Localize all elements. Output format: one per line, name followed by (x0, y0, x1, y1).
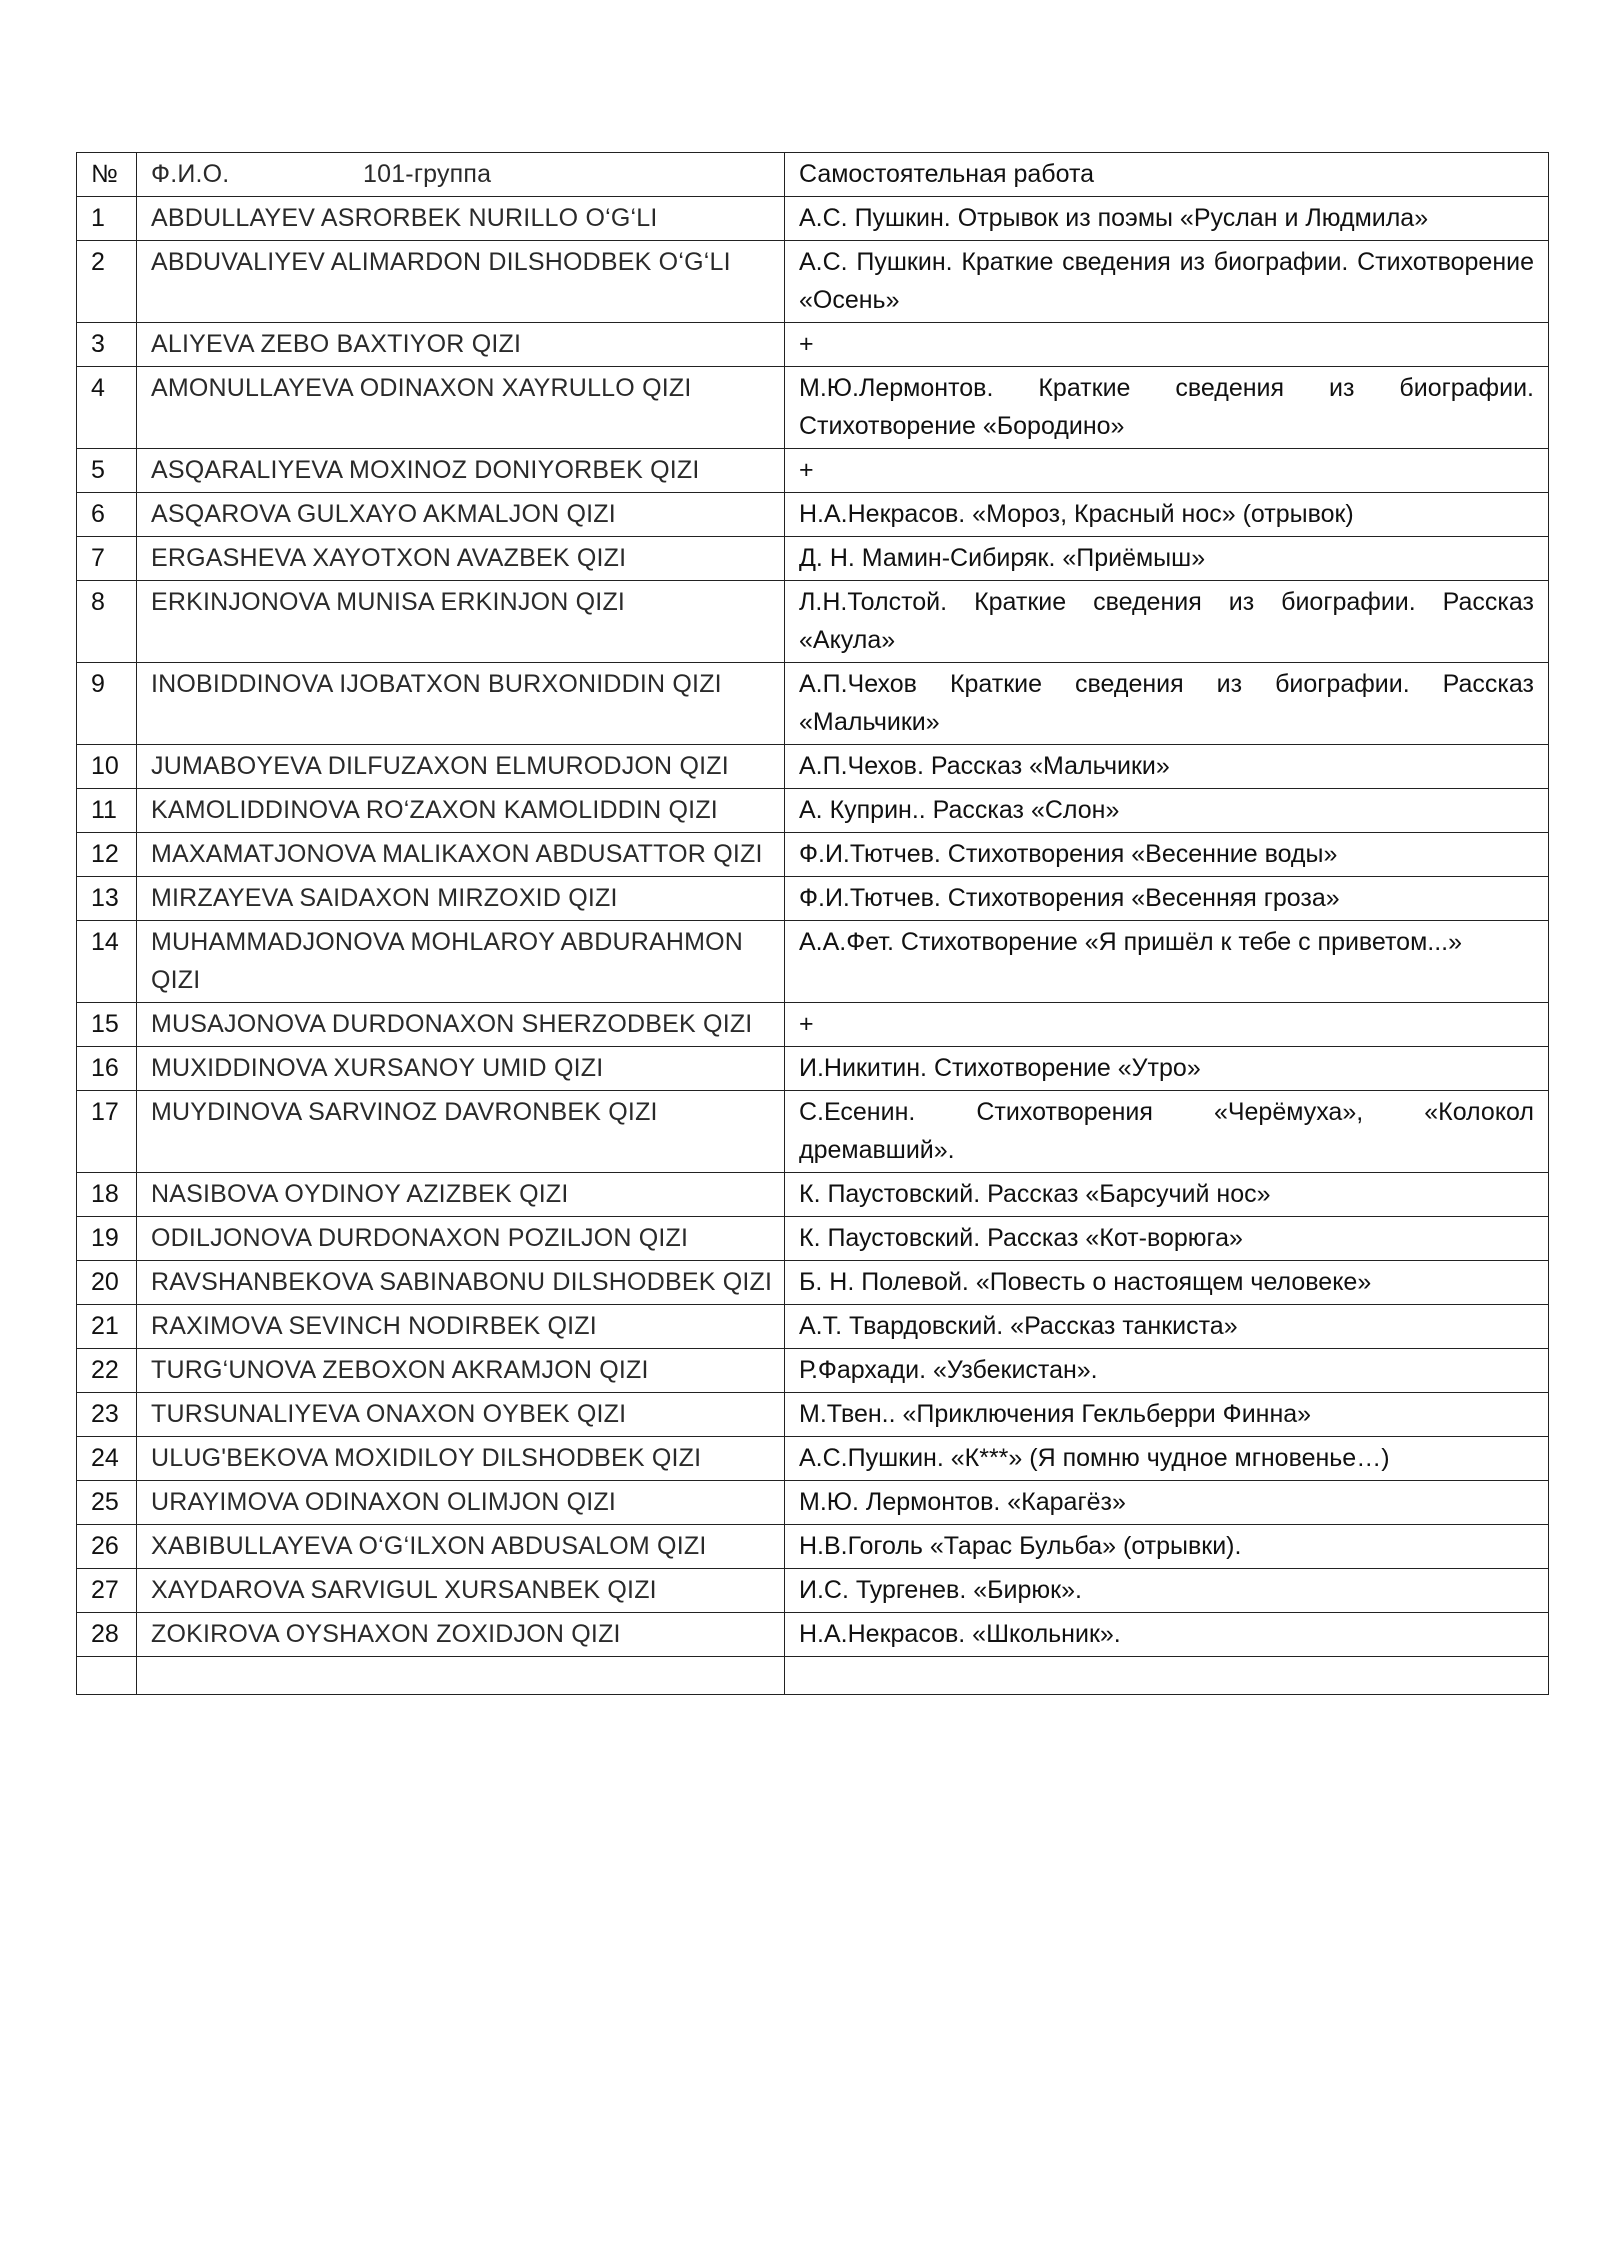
assignment-text: М.Ю. Лермонтов. «Карагёз» (785, 1481, 1549, 1525)
student-name: RAXIMOVA SEVINCH NODIRBEK QIZI (137, 1305, 785, 1349)
assignment-text: А.С. Пушкин. Отрывок из поэмы «Руслан и Людмила» (785, 197, 1549, 241)
row-number: 18 (77, 1173, 137, 1217)
student-name: MUSAJONOVA DURDONAXON SHERZODBEK QIZI (137, 1003, 785, 1047)
row-number: 6 (77, 493, 137, 537)
assignment-text: С.Есенин. Стихотворения «Черёмуха», «Колокол дремавший». (785, 1091, 1549, 1173)
row-number: 26 (77, 1525, 137, 1569)
table-row (77, 1047, 1549, 1091)
table-row (77, 1613, 1549, 1657)
assignment-text: М.Ю.Лермонтов. Краткие сведения из биографии. Стихотворение «Бородино» (785, 367, 1549, 449)
empty-row (77, 1657, 1549, 1695)
student-name: ASQAROVA GULXAYO AKMALJON QIZI (137, 493, 785, 537)
row-number: 13 (77, 877, 137, 921)
student-assignments-table (76, 152, 1549, 1695)
student-name: KAMOLIDDINOVA RO‘ZAXON KAMOLIDDIN QIZI (137, 789, 785, 833)
table-header-row (77, 153, 1549, 197)
table-row (77, 1481, 1549, 1525)
student-name: ABDUVALIYEV ALIMARDON DILSHODBEK O‘G‘LI (137, 241, 785, 323)
header-group: 101-группа (363, 160, 492, 188)
row-number: 19 (77, 1217, 137, 1261)
table-row (77, 581, 1549, 663)
student-name: XABIBULLAYEVA O‘G‘ILXON ABDUSALOM QIZI (137, 1525, 785, 1569)
table-row (77, 1261, 1549, 1305)
table-row (77, 449, 1549, 493)
row-number: 28 (77, 1613, 137, 1657)
row-number: 4 (77, 367, 137, 449)
table-row (77, 493, 1549, 537)
student-name: MUYDINOVA SARVINOZ DAVRONBEK QIZI (137, 1091, 785, 1173)
student-name: ABDULLAYEV ASRORBEK NURILLO O‘G‘LI (137, 197, 785, 241)
table-row (77, 197, 1549, 241)
assignment-text: + (785, 1003, 1549, 1047)
row-number: 25 (77, 1481, 137, 1525)
header-fio: Ф.И.О. (151, 160, 230, 188)
assignment-text: А.С.Пушкин. «К***» (Я помню чудное мгновенье…) (785, 1437, 1549, 1481)
assignment-text: Р.Фархади. «Узбекистан». (785, 1349, 1549, 1393)
student-name: ODILJONOVA DURDONAXON POZILJON QIZI (137, 1217, 785, 1261)
student-name: JUMABOYEVA DILFUZAXON ELMURODJON QIZI (137, 745, 785, 789)
table-row (77, 1393, 1549, 1437)
row-number: 10 (77, 745, 137, 789)
table-row (77, 1217, 1549, 1261)
student-name: URAYIMOVA ODINAXON OLIMJON QIZI (137, 1481, 785, 1525)
row-number: 23 (77, 1393, 137, 1437)
assignment-text: Б. Н. Полевой. «Повесть о настоящем человеке» (785, 1261, 1549, 1305)
assignment-text: А.П.Чехов. Рассказ «Мальчики» (785, 745, 1549, 789)
assignment-text: Л.Н.Толстой. Краткие сведения из биографии. Рассказ «Акула» (785, 581, 1549, 663)
student-name: ERGASHEVA XAYOTXON AVAZBEK QIZI (137, 537, 785, 581)
assignment-text: А.А.Фет. Стихотворение «Я пришёл к тебе с приветом...» (785, 921, 1549, 1003)
table-row (77, 1003, 1549, 1047)
student-name: NASIBOVA OYDINOY AZIZBEK QIZI (137, 1173, 785, 1217)
table-row (77, 789, 1549, 833)
row-number: 9 (77, 663, 137, 745)
student-name: ASQARALIYEVA MOXINOZ DONIYORBEK QIZI (137, 449, 785, 493)
row-number: 16 (77, 1047, 137, 1091)
table-row (77, 663, 1549, 745)
row-number: 22 (77, 1349, 137, 1393)
assignment-text: Ф.И.Тютчев. Стихотворения «Весенняя гроза» (785, 877, 1549, 921)
assignment-text: Н.А.Некрасов. «Школьник». (785, 1613, 1549, 1657)
table-row (77, 921, 1549, 1003)
assignment-text: А.Т. Твардовский. «Рассказ танкиста» (785, 1305, 1549, 1349)
table-row (77, 877, 1549, 921)
table-row (77, 241, 1549, 323)
assignment-text: + (785, 323, 1549, 367)
assignment-text: А.П.Чехов Краткие сведения из биографии. Рассказ «Мальчики» (785, 663, 1549, 745)
student-name: MUHAMMADJONOVA MOHLAROY ABDURAHMON QIZI (137, 921, 785, 1003)
assignment-text: Д. Н. Мамин-Сибиряк. «Приёмыш» (785, 537, 1549, 581)
table-row (77, 323, 1549, 367)
row-number: 5 (77, 449, 137, 493)
row-number: 1 (77, 197, 137, 241)
table-row (77, 1173, 1549, 1217)
row-number: 15 (77, 1003, 137, 1047)
student-name: ALIYEVA ZEBO BAXTIYOR QIZI (137, 323, 785, 367)
row-number: 20 (77, 1261, 137, 1305)
row-number: 21 (77, 1305, 137, 1349)
row-number: 11 (77, 789, 137, 833)
assignment-text: И.Никитин. Стихотворение «Утро» (785, 1047, 1549, 1091)
table-row (77, 1569, 1549, 1613)
row-number: 3 (77, 323, 137, 367)
table-row (77, 367, 1549, 449)
table-row (77, 1305, 1549, 1349)
student-name: MAXAMATJONOVA MALIKAXON ABDUSATTOR QIZI (137, 833, 785, 877)
assignment-text: Ф.И.Тютчев. Стихотворения «Весенние воды» (785, 833, 1549, 877)
student-name: XAYDAROVA SARVIGUL XURSANBEK QIZI (137, 1569, 785, 1613)
row-number: 2 (77, 241, 137, 323)
row-number: 14 (77, 921, 137, 1003)
student-name: AMONULLAYEVA ODINAXON XAYRULLO QIZI (137, 367, 785, 449)
table-row (77, 833, 1549, 877)
assignment-text: К. Паустовский. Рассказ «Кот-ворюга» (785, 1217, 1549, 1261)
table-row (77, 1349, 1549, 1393)
student-name: TURSUNALIYEVA ONAXON OYBEK QIZI (137, 1393, 785, 1437)
assignment-text: К. Паустовский. Рассказ «Барсучий нос» (785, 1173, 1549, 1217)
table-row (77, 1437, 1549, 1481)
row-number: 7 (77, 537, 137, 581)
row-number: 8 (77, 581, 137, 663)
assignment-text: И.С. Тургенев. «Бирюк». (785, 1569, 1549, 1613)
header-work: Самостоятельная работа (785, 153, 1549, 197)
row-number: 12 (77, 833, 137, 877)
row-number: 24 (77, 1437, 137, 1481)
student-name: ERKINJONOVA MUNISA ERKINJON QIZI (137, 581, 785, 663)
table-row (77, 1525, 1549, 1569)
student-name: ZOKIROVA OYSHAXON ZOXIDJON QIZI (137, 1613, 785, 1657)
assignment-text: А.С. Пушкин. Краткие сведения из биографии. Стихотворение «Осень» (785, 241, 1549, 323)
header-num: № (77, 153, 137, 197)
empty-cell (77, 1657, 137, 1695)
assignment-text: Н.А.Некрасов. «Мороз, Красный нос» (отрывок) (785, 493, 1549, 537)
table-row (77, 745, 1549, 789)
student-name: MIRZAYEVA SAIDAXON MIRZOXID QIZI (137, 877, 785, 921)
table-row (77, 537, 1549, 581)
row-number: 17 (77, 1091, 137, 1173)
student-name: INOBIDDINOVA IJOBATXON BURXONIDDIN QIZI (137, 663, 785, 745)
student-name: RAVSHANBEKOVA SABINABONU DILSHODBEK QIZI (137, 1261, 785, 1305)
table-row (77, 1091, 1549, 1173)
assignment-text: Н.В.Гоголь «Тарас Бульба» (отрывки). (785, 1525, 1549, 1569)
row-number: 27 (77, 1569, 137, 1613)
assignment-text: А. Куприн.. Рассказ «Слон» (785, 789, 1549, 833)
student-name: ULUG'BEKOVA MOXIDILOY DILSHODBEK QIZI (137, 1437, 785, 1481)
empty-cell (137, 1657, 785, 1695)
student-name: MUXIDDINOVA XURSANOY UMID QIZI (137, 1047, 785, 1091)
header-name (137, 153, 785, 197)
assignment-text: М.Твен.. «Приключения Гекльберри Финна» (785, 1393, 1549, 1437)
student-name: TURG‘UNOVA ZEBOXON AKRAMJON QIZI (137, 1349, 785, 1393)
assignment-text: + (785, 449, 1549, 493)
empty-cell (785, 1657, 1549, 1695)
